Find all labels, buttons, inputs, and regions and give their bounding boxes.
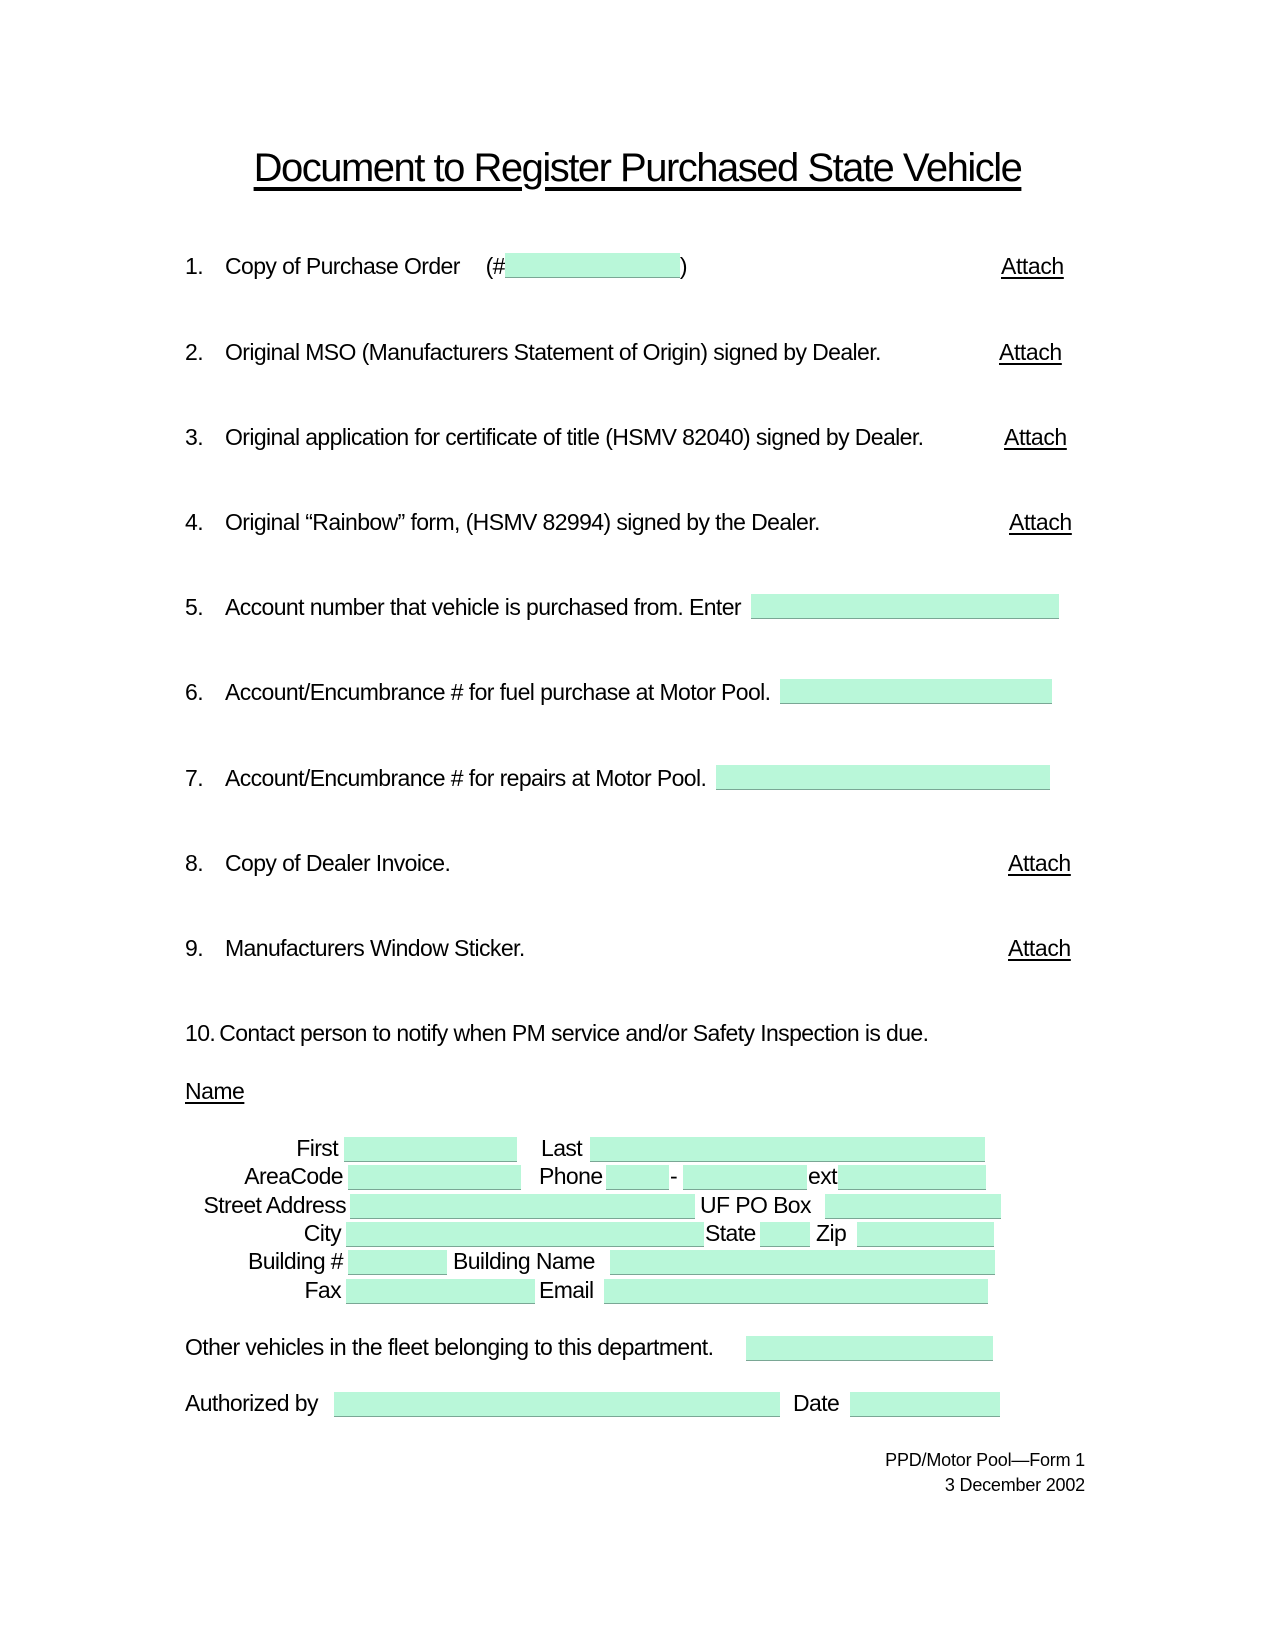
po-suffix: ) (679, 253, 687, 279)
item-text: Copy of Purchase Order (225, 253, 460, 279)
city-field[interactable] (346, 1222, 704, 1247)
ext-label: ext (808, 1163, 837, 1189)
purchase-order-field[interactable] (505, 253, 680, 278)
last-label: Last (541, 1135, 583, 1161)
item-number: 8. (185, 850, 203, 876)
attach-link-2[interactable]: Attach (999, 339, 1062, 365)
item-3 (185, 424, 923, 451)
attach-link-1[interactable]: Attach (1001, 253, 1064, 279)
page-title: Document to Register Purchased State Vehicle (253, 146, 1022, 190)
phone-label: Phone (539, 1163, 603, 1189)
phone-dash: - (670, 1163, 678, 1189)
authorized-by-label: Authorized by (185, 1390, 318, 1416)
item-8 (185, 850, 450, 877)
email-field[interactable] (604, 1279, 988, 1304)
state-field[interactable] (760, 1222, 810, 1247)
form-id: PPD/Motor Pool—Form 1 (885, 1450, 1085, 1470)
fax-field[interactable] (346, 1279, 535, 1304)
street-address-field[interactable] (350, 1194, 695, 1219)
first-label: First (296, 1135, 338, 1161)
form-date: 3 December 2002 (944, 1475, 1085, 1495)
item-text: Account/Encumbrance # for fuel purchase at Motor Pool. (225, 679, 771, 705)
item-6 (185, 679, 1052, 706)
item-number: 10. (185, 1020, 216, 1046)
item-text: Account number that vehicle is purchased from. Enter (225, 594, 741, 620)
phone-number-field[interactable] (683, 1165, 807, 1190)
item-text: Original application for certificate of title (HSMV 82040) signed by Dealer. (225, 424, 924, 450)
attach-link-4[interactable]: Attach (1009, 509, 1072, 535)
first-name-field[interactable] (344, 1137, 517, 1162)
attach-link-3[interactable]: Attach (1004, 424, 1067, 450)
po-prefix: (# (485, 253, 505, 279)
building-num-field[interactable] (348, 1250, 447, 1275)
date-field[interactable] (850, 1392, 1000, 1417)
item-text: Copy of Dealer Invoice. (225, 850, 451, 876)
item-7 (185, 765, 1050, 792)
item-number: 9. (185, 935, 203, 961)
other-vehicles-field[interactable] (746, 1336, 993, 1361)
building-name-field[interactable] (610, 1250, 995, 1275)
item-text: Account/Encumbrance # for repairs at Motor Pool. (225, 765, 707, 791)
attach-link-9[interactable]: Attach (1008, 935, 1071, 961)
item-text: Manufacturers Window Sticker. (225, 935, 525, 961)
purchase-account-field[interactable] (751, 594, 1059, 619)
email-label: Email (539, 1277, 594, 1303)
areacode-field[interactable] (348, 1165, 521, 1190)
uf-po-box-field[interactable] (825, 1194, 1001, 1219)
item-text: Original MSO (Manufacturers Statement of Origin) signed by Dealer. (225, 339, 881, 365)
item-9 (185, 935, 525, 962)
zip-field[interactable] (857, 1222, 994, 1247)
item-10 (185, 1020, 928, 1047)
other-vehicles-label: Other vehicles in the fleet belonging to this department. (185, 1334, 714, 1360)
last-name-field[interactable] (590, 1137, 985, 1162)
building-name-label: Building Name (453, 1248, 595, 1274)
areacode-label: AreaCode (244, 1163, 343, 1189)
attach-link-8[interactable]: Attach (1008, 850, 1071, 876)
uf-po-box-label: UF PO Box (700, 1192, 811, 1218)
item-number: 5. (185, 594, 203, 620)
building-num-label: Building # (247, 1248, 343, 1274)
item-text: Contact person to notify when PM service and/or Safety Inspection is due. (219, 1020, 929, 1046)
item-number: 7. (185, 765, 203, 791)
item-number: 1. (185, 253, 203, 279)
phone-prefix-field[interactable] (606, 1165, 669, 1190)
item-5 (185, 594, 1059, 621)
repairs-account-field[interactable] (716, 765, 1050, 790)
item-number: 6. (185, 679, 203, 705)
date-label: Date (793, 1390, 840, 1416)
fax-label: Fax (304, 1277, 341, 1303)
fuel-account-field[interactable] (780, 679, 1052, 704)
authorized-by-field[interactable] (334, 1392, 780, 1417)
ext-field[interactable] (838, 1165, 986, 1190)
item-1 (185, 253, 687, 280)
item-2 (185, 339, 881, 366)
item-4 (185, 509, 820, 536)
city-label: City (303, 1220, 341, 1246)
zip-label: Zip (816, 1220, 847, 1246)
item-number: 2. (185, 339, 203, 365)
item-number: 3. (185, 424, 203, 450)
item-number: 4. (185, 509, 203, 535)
item-text: Original “Rainbow” form, (HSMV 82994) signed by the Dealer. (225, 509, 820, 535)
name-header: Name (185, 1078, 245, 1104)
street-address-label: Street Address (203, 1192, 346, 1218)
state-label: State (705, 1220, 756, 1246)
